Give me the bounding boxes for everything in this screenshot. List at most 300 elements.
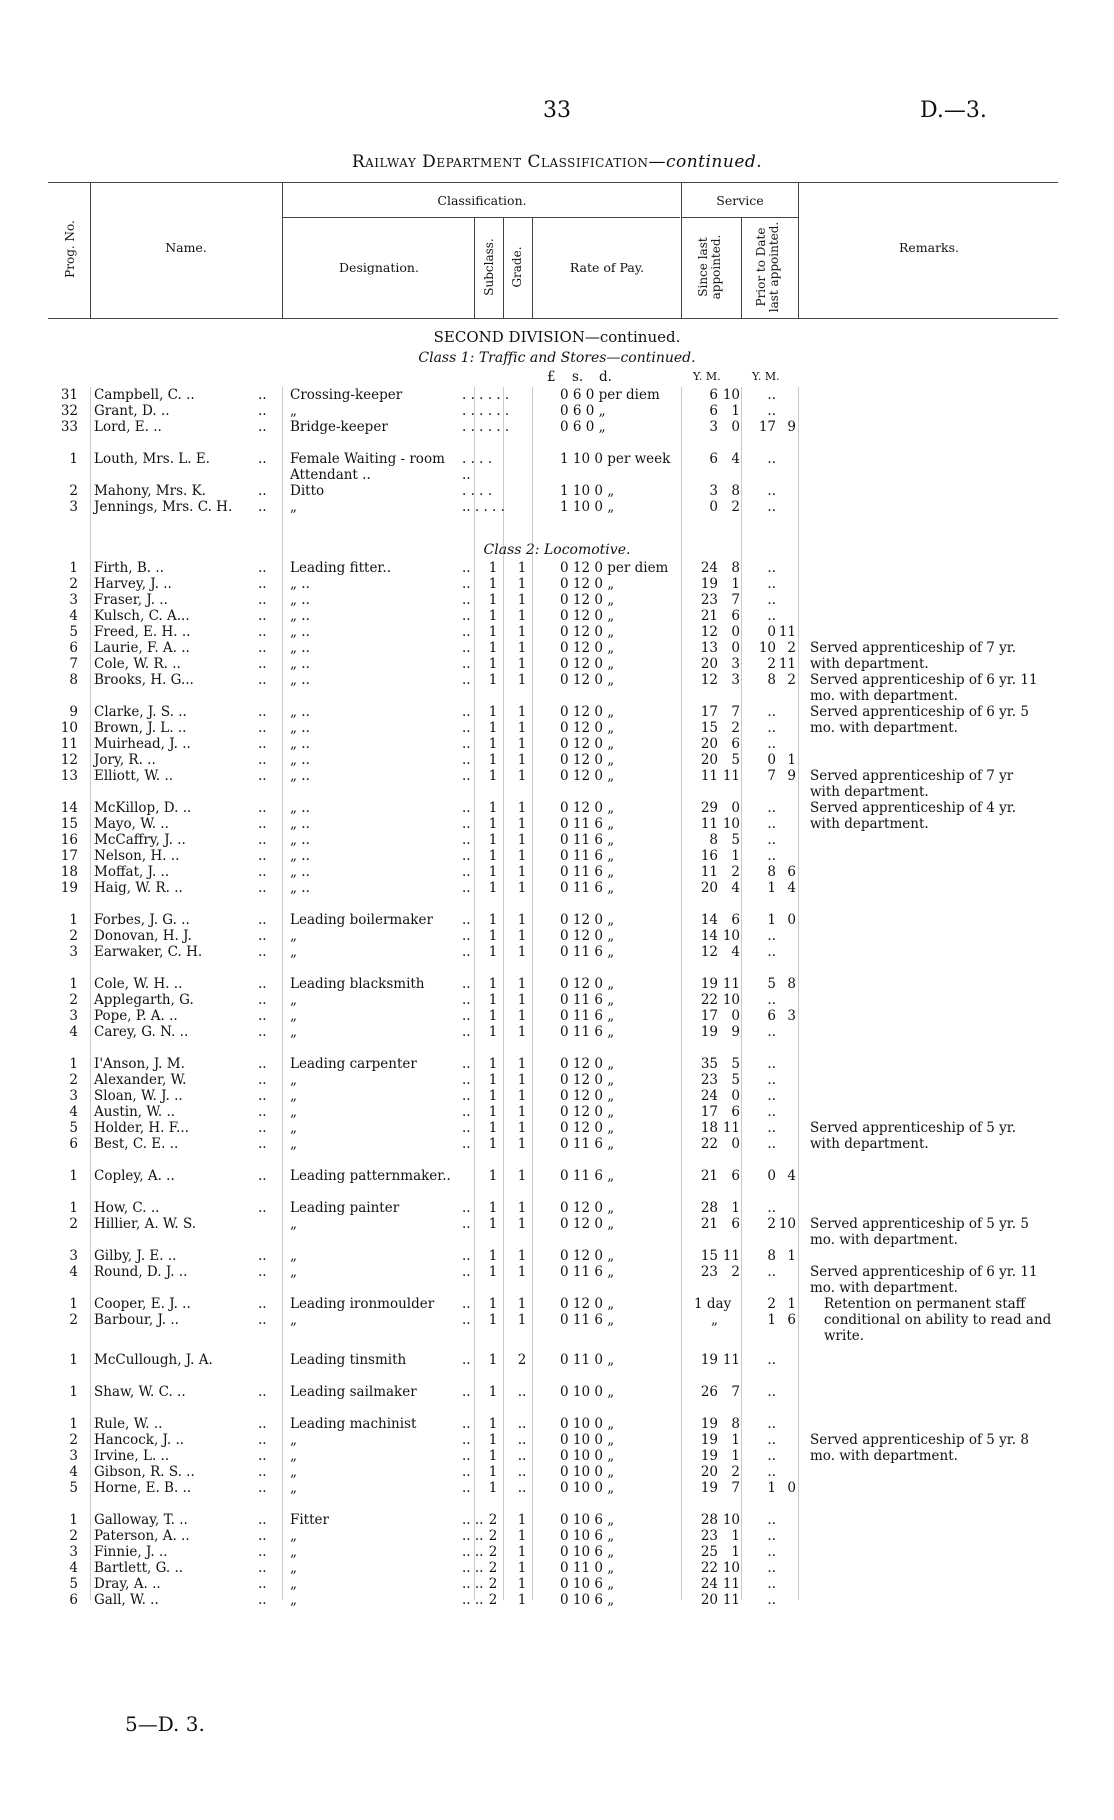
cell-des: „ ..	[290, 640, 310, 656]
cell-des: „ ..	[290, 736, 310, 752]
column-rule	[798, 387, 799, 1600]
cell-des: Bridge-keeper	[290, 419, 388, 435]
cell-py: 0	[767, 624, 776, 640]
cell-d1: ..	[258, 992, 267, 1008]
header-since-last: Since last appointed.	[696, 234, 723, 300]
cell-gr: 1	[517, 912, 527, 928]
cell-sm: 1	[731, 1448, 740, 1464]
table-row	[0, 880, 1114, 896]
cell-sub: 1	[488, 1056, 498, 1072]
header-classification: Classification.	[437, 193, 527, 208]
table-row	[0, 944, 1114, 960]
cell-name: Carey, G. N. ..	[94, 1024, 189, 1040]
cell-d2: ..	[462, 560, 471, 576]
cell-d1: ..	[258, 976, 267, 992]
cell-des: „	[290, 1312, 297, 1328]
cell-sy: 20	[700, 752, 718, 768]
table-row	[0, 848, 1114, 864]
cell-des: Leading blacksmith	[290, 976, 425, 992]
cell-py: ..	[767, 848, 776, 864]
cell-d1: ..	[258, 1296, 267, 1312]
cell-sub: 1	[488, 560, 498, 576]
cell-sub: 1	[488, 1312, 498, 1328]
table-row	[0, 1464, 1114, 1480]
cell-gr: 1	[517, 944, 527, 960]
cell-d1: ..	[258, 1464, 267, 1480]
header-divider	[474, 217, 475, 319]
cell-sy: 14	[700, 912, 718, 928]
cell-sm: 0	[731, 419, 740, 435]
table-row	[0, 624, 1114, 640]
cell-pm: 10	[778, 1216, 796, 1232]
cell-rate: 0 12 0 „	[560, 592, 615, 608]
cell-rate: 0 12 0 „	[560, 624, 615, 640]
cell-des: Crossing-keeper	[290, 387, 403, 403]
cell-sy: 28	[700, 1200, 718, 1216]
cell-sy: 35	[700, 1056, 718, 1072]
cell-d2: ..	[462, 1136, 471, 1152]
cell-d1: ..	[258, 864, 267, 880]
cell-sm: 2	[731, 1264, 740, 1280]
cell-name: Hancock, J. ..	[94, 1432, 185, 1448]
table-row	[0, 1072, 1114, 1088]
cell-no: 2	[69, 992, 78, 1008]
cell-d2: .. ..	[462, 1544, 484, 1560]
cell-sm: 10	[722, 928, 740, 944]
cell-sy: 21	[700, 608, 718, 624]
cell-sy: 15	[700, 720, 718, 736]
cell-py: 10	[758, 640, 776, 656]
class1-heading-text: Class 1: Traffic and Stores—continued.	[418, 350, 696, 366]
cell-gr: 1	[517, 1120, 527, 1136]
cell-no: 3	[69, 499, 78, 515]
column-rule	[532, 387, 533, 1600]
table-row	[0, 403, 1114, 419]
cell-sub: 1	[488, 1168, 498, 1184]
cell-sub: 1	[488, 912, 498, 928]
cell-no: 2	[69, 483, 78, 499]
cell-des: „ ..	[290, 832, 310, 848]
cell-name: Cooper, E. J. ..	[94, 1296, 191, 1312]
cell-py: 5	[767, 976, 776, 992]
cell-des: „	[290, 1432, 297, 1448]
cell-py: 1	[767, 880, 776, 896]
cell-sm: 5	[731, 832, 740, 848]
header-top-rule	[48, 182, 1058, 183]
cell-des: Attendant ..	[290, 467, 371, 483]
cell-sy: 25	[700, 1544, 718, 1560]
cell-d2: ..	[462, 720, 471, 736]
cell-des: „	[290, 1480, 297, 1496]
header-service: Service	[716, 193, 764, 208]
cell-name: Nelson, H. ..	[94, 848, 180, 864]
cell-des: „	[290, 1544, 297, 1560]
cell-no: 2	[69, 1312, 78, 1328]
cell-no: 3	[69, 1008, 78, 1024]
cell-name: McCaffry, J. ..	[94, 832, 186, 848]
cell-d2: ..	[462, 467, 471, 483]
cell-gr: 1	[517, 576, 527, 592]
cell-gr: 1	[517, 736, 527, 752]
cell-d2: .. ..	[462, 1592, 484, 1608]
cell-sm: 11	[722, 1592, 740, 1608]
cell-rate: 0 12 0 „	[560, 752, 615, 768]
cell-sub: 1	[488, 800, 498, 816]
cell-pm: 6	[787, 1312, 796, 1328]
table-row	[0, 816, 1114, 832]
cell-d2: ..	[462, 880, 471, 896]
cell-pm: 0	[787, 912, 796, 928]
cell-no: 3	[69, 592, 78, 608]
cell-no: 4	[69, 1464, 78, 1480]
cell-pm: 11	[778, 624, 796, 640]
cell-py: ..	[767, 1512, 776, 1528]
cell-py: ..	[767, 1352, 776, 1368]
cell-sy: 19	[700, 1480, 718, 1496]
unit-pounds: £	[547, 369, 556, 385]
cell-sm: 7	[731, 1480, 740, 1496]
cell-rate: 0 12 0 „	[560, 1120, 615, 1136]
cell-sy: 21	[700, 1168, 718, 1184]
cell-d2: .. ..	[462, 1528, 484, 1544]
cell-sy: 6	[709, 451, 718, 467]
cell-gr: ..	[517, 1432, 527, 1448]
cell-py: ..	[767, 592, 776, 608]
cell-pm: 3	[787, 1008, 796, 1024]
cell-sm: 7	[731, 592, 740, 608]
cell-no: 4	[69, 1264, 78, 1280]
table-row	[0, 1448, 1114, 1464]
cell-rate: 0 11 6 „	[560, 848, 615, 864]
cell-sm: 2	[731, 499, 740, 515]
cell-d1: ..	[258, 1432, 267, 1448]
cell-d2: ..	[462, 608, 471, 624]
cell-sm: 10	[722, 387, 740, 403]
cell-des: „ ..	[290, 624, 310, 640]
cell-gr: 1	[517, 1528, 527, 1544]
table-row	[0, 736, 1114, 752]
cell-rate: 0 12 0 „	[560, 736, 615, 752]
cell-name: Clarke, J. S. ..	[94, 704, 187, 720]
cell-py: 1	[767, 912, 776, 928]
cell-pm: 1	[787, 1296, 796, 1312]
table-row	[0, 1264, 1114, 1296]
cell-des: „ ..	[290, 592, 310, 608]
cell-no: 33	[60, 419, 78, 435]
cell-name: Hillier, A. W. S.	[94, 1216, 197, 1232]
cell-d2: ..	[462, 1464, 471, 1480]
cell-rem: Served apprenticeship of 5 yr. 5 mo. with department.	[810, 1216, 1029, 1248]
cell-sub: 1	[488, 816, 498, 832]
cell-sm: 10	[722, 816, 740, 832]
cell-name: Kulsch, C. A...	[94, 608, 190, 624]
cell-no: 3	[69, 1088, 78, 1104]
cell-d1: ..	[258, 1528, 267, 1544]
table-row	[0, 672, 1114, 704]
cell-des: Leading patternmaker..	[290, 1168, 451, 1184]
cell-rate: 0 12 0 „	[560, 976, 615, 992]
cell-sub: 1	[488, 1416, 498, 1432]
cell-name: Mahony, Mrs. K.	[94, 483, 206, 499]
table-row	[0, 1576, 1114, 1592]
cell-sm: 3	[731, 672, 740, 688]
class1-heading	[0, 350, 1114, 366]
cell-d2: ..	[462, 1024, 471, 1040]
cell-py: ..	[767, 1592, 776, 1608]
cell-pm: 2	[787, 640, 796, 656]
cell-sub: 1	[488, 576, 498, 592]
cell-d1: ..	[258, 1136, 267, 1152]
cell-sy: 23	[700, 1264, 718, 1280]
cell-d2: ..	[462, 672, 471, 688]
cell-d1: ..	[258, 672, 267, 688]
cell-sm: 0	[731, 1136, 740, 1152]
cell-sm: 8	[731, 560, 740, 576]
table-row	[0, 451, 1114, 467]
cell-rate: 0 12 0 „	[560, 1072, 615, 1088]
cell-rem: Served apprenticeship of 6 yr. 11 mo. with department.	[810, 672, 1038, 704]
table-row	[0, 592, 1114, 608]
cell-rate: 0 12 0 „	[560, 704, 615, 720]
cell-sub: 2	[488, 1512, 498, 1528]
cell-rate: 0 12 0 „	[560, 800, 615, 816]
cell-des: Leading boilermaker	[290, 912, 433, 928]
cell-sub: 2	[488, 1592, 498, 1608]
cell-d1: ..	[258, 576, 267, 592]
cell-gr: 1	[517, 1104, 527, 1120]
cell-name: Rule, W. ..	[94, 1416, 163, 1432]
cell-gr: 1	[517, 864, 527, 880]
cell-name: Copley, A. ..	[94, 1168, 175, 1184]
cell-gr: 1	[517, 1008, 527, 1024]
cell-pm: 9	[787, 768, 796, 784]
table-row	[0, 1528, 1114, 1544]
cell-name: Holder, H. F...	[94, 1120, 189, 1136]
cell-sm: 1	[731, 1200, 740, 1216]
cell-sm: 11	[722, 1576, 740, 1592]
cell-name: Laurie, F. A. ..	[94, 640, 190, 656]
table-row	[0, 992, 1114, 1008]
cell-name: Shaw, W. C. ..	[94, 1384, 186, 1400]
document-reference: D.—3.	[920, 98, 987, 123]
cell-gr: 1	[517, 560, 527, 576]
cell-d1: ..	[258, 387, 267, 403]
cell-d1: ..	[258, 1104, 267, 1120]
cell-name: Mayo, W. ..	[94, 816, 169, 832]
cell-no: 14	[60, 800, 78, 816]
cell-sm: 1	[731, 1544, 740, 1560]
cell-no: 1	[69, 1296, 78, 1312]
cell-d1: ..	[258, 1056, 267, 1072]
cell-d2: ..	[462, 1072, 471, 1088]
table-row	[0, 1560, 1114, 1576]
cell-gr: ..	[517, 1416, 527, 1432]
cell-name: Best, C. E. ..	[94, 1136, 179, 1152]
cell-sub: 1	[488, 768, 498, 784]
cell-no: 3	[69, 1544, 78, 1560]
cell-sub: 1	[488, 736, 498, 752]
cell-sub: 1	[488, 1120, 498, 1136]
cell-name: Barbour, J. ..	[94, 1312, 179, 1328]
cell-rem: Served apprenticeship of 5 yr. 8 mo. with department.	[810, 1432, 1029, 1464]
cell-sm: 6	[731, 1216, 740, 1232]
table-row	[0, 1200, 1114, 1216]
cell-d2: . . . .	[462, 451, 493, 467]
cell-des: „	[290, 1024, 297, 1040]
cell-no: 4	[69, 1104, 78, 1120]
cell-py: ..	[767, 1384, 776, 1400]
cell-des: Leading machinist	[290, 1416, 417, 1432]
cell-des: „	[290, 1008, 297, 1024]
cell-des: „	[290, 403, 297, 419]
cell-des: Leading ironmoulder	[290, 1296, 435, 1312]
cell-des: „ ..	[290, 576, 310, 592]
table-row	[0, 768, 1114, 800]
cell-d2: ..	[462, 1216, 471, 1232]
cell-sm: 0	[731, 1008, 740, 1024]
cell-py: 8	[767, 1248, 776, 1264]
cell-d1: ..	[258, 560, 267, 576]
cell-rate: 0 12 0 „	[560, 608, 615, 624]
cell-gr: 1	[517, 800, 527, 816]
cell-sub: 1	[488, 656, 498, 672]
cell-gr: 1	[517, 928, 527, 944]
cell-sub: 1	[488, 1384, 498, 1400]
cell-d2: .. . . . .	[462, 499, 505, 515]
cell-name: Gibson, R. S. ..	[94, 1464, 195, 1480]
cell-name: Horne, E. B. ..	[94, 1480, 192, 1496]
table-row	[0, 608, 1114, 624]
cell-des: „ ..	[290, 720, 310, 736]
cell-rate: 0 12 0 „	[560, 1088, 615, 1104]
class2-heading	[0, 542, 1114, 558]
cell-d1: ..	[258, 928, 267, 944]
cell-d2: ..	[462, 928, 471, 944]
table-row	[0, 1416, 1114, 1432]
cell-gr: 1	[517, 624, 527, 640]
cell-des: „	[290, 1592, 297, 1608]
cell-py: ..	[767, 1432, 776, 1448]
cell-py: 2	[767, 1296, 776, 1312]
cell-rem: Retention on permanent staff conditional on ability to read and write.	[824, 1296, 1052, 1344]
cell-sm: 0	[731, 1088, 740, 1104]
cell-d2: ..	[462, 816, 471, 832]
cell-sy: 18	[700, 1120, 718, 1136]
cell-no: 5	[69, 624, 78, 640]
cell-sy: 20	[700, 1592, 718, 1608]
cell-py: ..	[767, 704, 776, 720]
cell-sub: 1	[488, 1296, 498, 1312]
cell-d1: ..	[258, 1544, 267, 1560]
cell-rate: 0 12 0 „	[560, 1216, 615, 1232]
cell-name: Dray, A. ..	[94, 1576, 161, 1592]
classification-rule	[283, 217, 680, 218]
cell-name: Cole, W. R. ..	[94, 656, 181, 672]
table-row	[0, 1480, 1114, 1496]
cell-no: 31	[60, 387, 78, 403]
cell-d1: ..	[258, 832, 267, 848]
cell-gr: 1	[517, 1312, 527, 1328]
cell-gr: 1	[517, 1592, 527, 1608]
cell-d1: ..	[258, 1512, 267, 1528]
cell-py: ..	[767, 1072, 776, 1088]
column-rule	[90, 387, 91, 1600]
cell-sub: 1	[488, 1024, 498, 1040]
cell-no: 18	[60, 864, 78, 880]
cell-gr: ..	[517, 1480, 527, 1496]
cell-d1: ..	[258, 1384, 267, 1400]
cell-d1: ..	[258, 624, 267, 640]
cell-des: „ ..	[290, 800, 310, 816]
cell-sy: 22	[700, 1560, 718, 1576]
cell-des: Leading sailmaker	[290, 1384, 417, 1400]
cell-name: Austin, W. ..	[94, 1104, 176, 1120]
header-grade: Grade.	[510, 246, 524, 288]
cell-d1: ..	[258, 1576, 267, 1592]
cell-d1: ..	[258, 608, 267, 624]
cell-des: „ ..	[290, 848, 310, 864]
cell-d2: ..	[462, 992, 471, 1008]
cell-py: ..	[767, 736, 776, 752]
cell-d2: . . . . . .	[462, 419, 510, 435]
cell-rate: 0 12 0 „	[560, 1200, 615, 1216]
column-rule	[503, 387, 504, 1600]
cell-d2: ..	[462, 1248, 471, 1264]
cell-rate: 1 10 0 „	[560, 499, 615, 515]
cell-name: Applegarth, G.	[94, 992, 194, 1008]
cell-des: „ ..	[290, 864, 310, 880]
cell-rate: 0 10 0 „	[560, 1384, 615, 1400]
cell-rem: Served apprenticeship of 7 yr with department.	[810, 768, 1014, 800]
cell-name: Paterson, A. ..	[94, 1528, 190, 1544]
cell-sm: 11	[722, 1120, 740, 1136]
division-heading: SECOND DIVISION—continued.	[433, 328, 681, 346]
cell-no: 6	[69, 640, 78, 656]
cell-name: Brooks, H. G...	[94, 672, 194, 688]
cell-sub: 1	[488, 1480, 498, 1496]
cell-sy: 13	[700, 640, 718, 656]
cell-py: ..	[767, 832, 776, 848]
cell-des: Female Waiting - room	[290, 451, 445, 467]
cell-name: Forbes, J. G. ..	[94, 912, 190, 928]
cell-gr: 1	[517, 1512, 527, 1528]
cell-sm: 4	[731, 944, 740, 960]
cell-des: Leading fitter..	[290, 560, 391, 576]
cell-name: Irvine, L. ..	[94, 1448, 170, 1464]
cell-name: Freed, E. H. ..	[94, 624, 191, 640]
cell-sub: 1	[488, 1008, 498, 1024]
cell-des: Leading tinsmith	[290, 1352, 407, 1368]
cell-d1: ..	[258, 720, 267, 736]
table-row	[0, 912, 1114, 928]
cell-d1: ..	[258, 451, 267, 467]
cell-py: ..	[767, 403, 776, 419]
cell-sy: 17	[700, 1008, 718, 1024]
cell-rate: 0 11 6 „	[560, 880, 615, 896]
cell-name: Elliott, W. ..	[94, 768, 174, 784]
cell-rate: 0 11 6 „	[560, 1024, 615, 1040]
cell-gr: 1	[517, 976, 527, 992]
cell-sub: 1	[488, 1248, 498, 1264]
cell-gr: 1	[517, 1200, 527, 1216]
cell-sm: 8	[731, 1416, 740, 1432]
cell-sy: 17	[700, 704, 718, 720]
cell-sm: 10	[722, 992, 740, 1008]
cell-d2: ..	[462, 1352, 471, 1368]
cell-no: 3	[69, 944, 78, 960]
cell-des: „ ..	[290, 816, 310, 832]
cell-sub: 1	[488, 1432, 498, 1448]
